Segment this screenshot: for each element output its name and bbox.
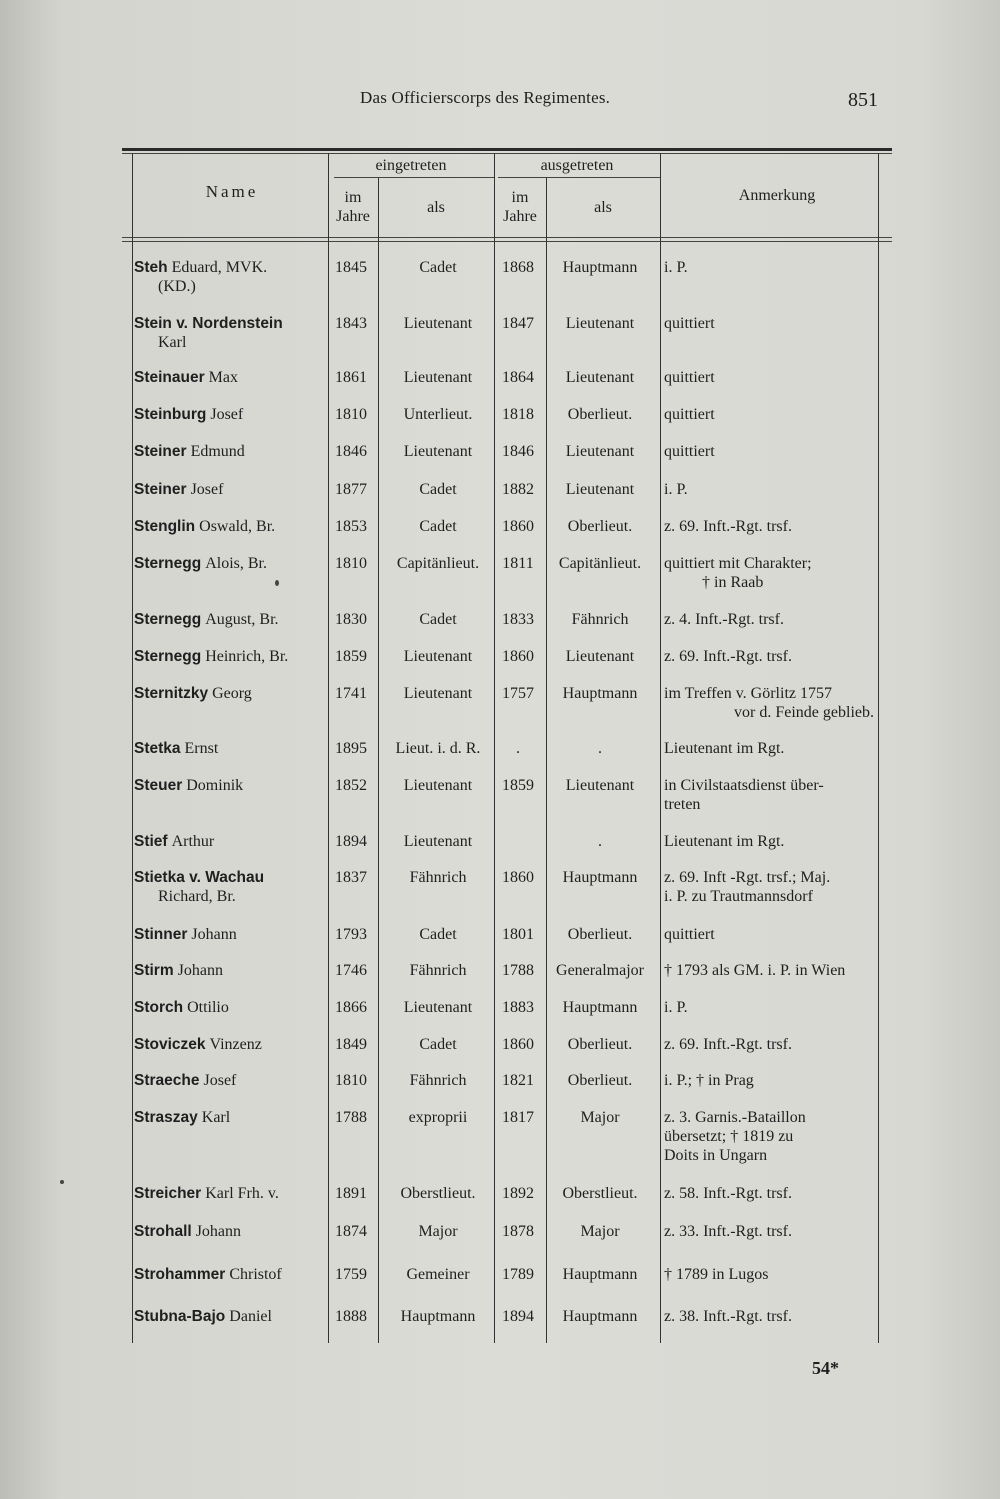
- name-line: [134, 998, 324, 1017]
- entry-rank: Lieutenant: [403, 685, 473, 702]
- surname: Stinner: [134, 926, 188, 943]
- exit-rank: Generalmajor: [556, 962, 644, 979]
- given-name: Alois, Br.: [205, 555, 267, 572]
- entry-rank: Lieut. i. d. R.: [395, 740, 481, 757]
- given-name: Arthur: [171, 833, 215, 850]
- remark: [664, 1265, 874, 1284]
- remark-line: i. P.: [664, 259, 688, 276]
- exit-rank: Oberlieut.: [567, 518, 633, 535]
- exit-year: 1894: [502, 1308, 534, 1325]
- entry-rank: Lieutenant: [403, 833, 473, 850]
- exit-rank: Oberlieut.: [567, 926, 633, 943]
- remark-line: im Treffen v. Görlitz 1757: [664, 685, 832, 702]
- officer-name: [134, 517, 324, 536]
- header-im: im: [344, 189, 362, 206]
- officer-name: [134, 684, 324, 703]
- entry-rank: Cadet: [419, 611, 457, 628]
- exit-year: 1817: [502, 1109, 534, 1126]
- officer-name: [134, 554, 324, 573]
- exit-year: 1860: [502, 1036, 534, 1053]
- remark-line: Lieutenant im Rgt.: [664, 833, 785, 850]
- given-name: Christof: [229, 1266, 282, 1283]
- remark: [664, 610, 874, 629]
- given-name: Daniel: [229, 1308, 272, 1325]
- remark: [664, 554, 874, 592]
- exit-year: 1892: [502, 1185, 534, 1202]
- entry-rank: Oberstlieut.: [400, 1185, 476, 1202]
- name-line: [134, 1222, 324, 1241]
- remark: [664, 368, 874, 387]
- officer-name: [134, 1035, 324, 1054]
- entry-year: 1859: [335, 648, 367, 665]
- name-line: [134, 368, 324, 387]
- exit-rank: Oberlieut.: [567, 1072, 633, 1089]
- exit-rank: Oberstlieut.: [562, 1185, 638, 1202]
- eingetreten-group-rule: [334, 177, 494, 178]
- exit-rank: .: [598, 740, 602, 757]
- remark: [664, 517, 874, 536]
- remark: [664, 1035, 874, 1054]
- officer-name: [134, 1265, 324, 1284]
- officer-name: [134, 647, 324, 666]
- officer-name: [134, 258, 324, 296]
- surname: Steuer: [134, 777, 183, 794]
- header-bottom-rule: [122, 237, 892, 238]
- column-divider: [378, 178, 379, 1343]
- header-im: im: [511, 189, 529, 206]
- name-line: [134, 405, 324, 424]
- exit-year: 1878: [502, 1223, 534, 1240]
- remark: [664, 776, 874, 814]
- name-line: [134, 776, 324, 795]
- entry-rank: Cadet: [419, 518, 457, 535]
- entry-year: 1846: [335, 443, 367, 460]
- given-name: August, Br.: [205, 611, 279, 628]
- given-name: Vinzenz: [209, 1036, 262, 1053]
- officer-name: [134, 314, 324, 352]
- entry-rank: exproprii: [408, 1109, 468, 1126]
- remark-line: treten: [664, 796, 701, 813]
- given-name: Max: [208, 369, 238, 386]
- officer-name: [134, 925, 324, 944]
- entry-year: 1810: [335, 1072, 367, 1089]
- remark: [664, 314, 874, 333]
- entry-year: 1877: [335, 481, 367, 498]
- surname: Stief: [134, 833, 168, 850]
- remark-line: † 1789 in Lugos: [664, 1266, 769, 1283]
- exit-year: 1789: [502, 1266, 534, 1283]
- exit-rank: Hauptmann: [562, 1266, 638, 1283]
- surname: Steiner: [134, 481, 187, 498]
- entry-rank: Unterlieut.: [403, 406, 473, 423]
- table-top-rule-thin: [122, 153, 892, 154]
- remark: [664, 961, 874, 980]
- entry-rank: Cadet: [419, 481, 457, 498]
- given-name: Edmund: [190, 443, 245, 460]
- remark-line: i. P.: [664, 481, 688, 498]
- remark-line: übersetzt; † 1819 zu: [664, 1128, 794, 1145]
- officer-name: [134, 610, 324, 629]
- remark-line: z. 4. Inft.-Rgt. trsf.: [664, 611, 784, 628]
- remark-line: quittiert: [664, 406, 715, 423]
- header-bottom-rule-double: [122, 241, 892, 242]
- entry-year: 1894: [335, 833, 367, 850]
- signature-mark: 54*: [812, 1358, 839, 1378]
- given-name: Josef: [203, 1072, 237, 1089]
- given-name: Georg: [212, 685, 252, 702]
- remark-line: † in Raab: [702, 574, 764, 591]
- officer-name: [134, 368, 324, 387]
- entry-year: 1852: [335, 777, 367, 794]
- entry-year: 1853: [335, 518, 367, 535]
- remark-line: Lieutenant im Rgt.: [664, 740, 785, 757]
- entry-rank: Major: [418, 1223, 458, 1240]
- remark: [664, 647, 874, 666]
- officer-table: [122, 148, 892, 1343]
- surname: Stietka v. Wachau: [134, 869, 265, 886]
- entry-rank: Lieutenant: [403, 648, 473, 665]
- remark: [664, 1184, 874, 1203]
- officer-name: [134, 442, 324, 461]
- entry-year: 1845: [335, 259, 367, 276]
- running-title: Das Officierscorps des Regimentes.: [360, 88, 611, 107]
- entry-year: 1861: [335, 369, 367, 386]
- surname: Stetka: [134, 740, 181, 757]
- name-line: [134, 868, 324, 887]
- column-divider: [132, 153, 133, 1343]
- name-line: [134, 961, 324, 980]
- remark: [664, 1071, 874, 1090]
- officer-name: [134, 1307, 324, 1326]
- header-eingetreten: eingetreten: [375, 157, 447, 174]
- name-line: [134, 517, 324, 536]
- surname: Stirm: [134, 962, 174, 979]
- entry-rank: Lieutenant: [403, 443, 473, 460]
- remark: [664, 480, 874, 499]
- entry-year: 1874: [335, 1223, 367, 1240]
- given-name: Johann: [195, 1223, 242, 1240]
- name-line: [134, 554, 324, 573]
- exit-year: 1882: [502, 481, 534, 498]
- remark: [664, 684, 874, 722]
- officer-name: [134, 1071, 324, 1090]
- entry-rank: Lieutenant: [403, 999, 473, 1016]
- name-line: [134, 1071, 324, 1090]
- exit-rank: Lieutenant: [565, 315, 635, 332]
- entry-year: 1888: [335, 1308, 367, 1325]
- remark: [664, 1108, 874, 1165]
- entry-year: 1759: [335, 1266, 367, 1283]
- surname: Straeche: [134, 1072, 200, 1089]
- officer-name: [134, 1108, 324, 1127]
- entry-year: 1895: [335, 740, 367, 757]
- surname: Stoviczek: [134, 1036, 206, 1053]
- name-line: [134, 832, 324, 851]
- surname: Sternitzky: [134, 685, 209, 702]
- exit-year: .: [516, 740, 520, 757]
- surname: Steiner: [134, 443, 187, 460]
- surname: Steinburg: [134, 406, 207, 423]
- column-divider: [878, 153, 879, 1343]
- remark: [664, 405, 874, 424]
- ink-speck: [275, 580, 279, 586]
- surname: Sternegg: [134, 648, 202, 665]
- remark-line: z. 3. Garnis.-Bataillon: [664, 1109, 806, 1126]
- exit-year: 1846: [502, 443, 534, 460]
- entry-year: 1746: [335, 962, 367, 979]
- exit-year: 1860: [502, 648, 534, 665]
- entry-rank: Lieutenant: [403, 777, 473, 794]
- given-name-continued: Karl: [158, 334, 187, 351]
- name-line: [134, 610, 324, 629]
- exit-rank: Hauptmann: [562, 259, 638, 276]
- exit-year: 1868: [502, 259, 534, 276]
- exit-year: 1860: [502, 518, 534, 535]
- remark: [664, 832, 874, 851]
- header-im-jahre-1: [328, 188, 378, 226]
- name-line: [134, 925, 324, 944]
- remark-line: i. P.: [664, 999, 688, 1016]
- officer-name: [134, 405, 324, 424]
- exit-year: 1859: [502, 777, 534, 794]
- surname: Steinauer: [134, 369, 205, 386]
- remark-line: z. 69. Inft.-Rgt. trsf.: [664, 1036, 792, 1053]
- exit-rank: Lieutenant: [565, 777, 635, 794]
- entry-rank: Hauptmann: [400, 1308, 476, 1325]
- exit-rank: Lieutenant: [565, 369, 635, 386]
- name-line: [134, 1108, 324, 1127]
- given-name: Ernst: [184, 740, 219, 757]
- name-line: [134, 739, 324, 758]
- exit-rank: Hauptmann: [562, 999, 638, 1016]
- remark: [664, 998, 874, 1017]
- ink-speck: [60, 1180, 64, 1184]
- given-name: Heinrich, Br.: [205, 648, 289, 665]
- name-line: [134, 647, 324, 666]
- table-top-rule: [122, 148, 892, 151]
- remark-line: quittiert: [664, 443, 715, 460]
- exit-rank: .: [598, 833, 602, 850]
- exit-year: 1833: [502, 611, 534, 628]
- surname: Stein v. Nordenstein: [134, 315, 283, 332]
- remark-line: quittiert: [664, 926, 715, 943]
- name-line: [134, 1184, 324, 1203]
- exit-rank: Capitänlieut.: [558, 555, 642, 572]
- entry-year: 1810: [335, 555, 367, 572]
- officer-name: [134, 961, 324, 980]
- surname: Storch: [134, 999, 184, 1016]
- name-line: [134, 442, 324, 461]
- remark-line: z. 33. Inft.-Rgt. trsf.: [664, 1223, 792, 1240]
- officer-name: [134, 1222, 324, 1241]
- exit-year: 1818: [502, 406, 534, 423]
- exit-year: 1883: [502, 999, 534, 1016]
- given-name: Johann: [191, 926, 237, 943]
- entry-rank: Cadet: [419, 926, 457, 943]
- exit-rank: Oberlieut.: [567, 406, 633, 423]
- name-line: [134, 258, 324, 277]
- surname: Strohall: [134, 1223, 192, 1240]
- given-name: Eduard, MVK.: [171, 259, 268, 276]
- entry-year: 1849: [335, 1036, 367, 1053]
- entry-rank: Capitänlieut.: [396, 555, 480, 572]
- remark-line: z. 58. Inft.-Rgt. trsf.: [664, 1185, 792, 1202]
- given-name-continued: Richard, Br.: [158, 888, 236, 905]
- surname: Straszay: [134, 1109, 198, 1126]
- given-name: Ottilio: [187, 999, 229, 1016]
- exit-rank: Hauptmann: [562, 1308, 638, 1325]
- entry-year: 1788: [335, 1109, 367, 1126]
- column-divider: [660, 153, 661, 1343]
- remark-line: quittiert mit Charakter;: [664, 555, 812, 572]
- surname: Streicher: [134, 1185, 202, 1202]
- exit-year: 1821: [502, 1072, 534, 1089]
- entry-rank: Lieutenant: [403, 315, 473, 332]
- name-line: [134, 684, 324, 703]
- entry-year: 1793: [335, 926, 367, 943]
- given-name: Josef: [190, 481, 224, 498]
- exit-year: 1757: [502, 685, 534, 702]
- officer-name: [134, 832, 324, 851]
- remark-line: † 1793 als GM. i. P. in Wien: [664, 962, 846, 979]
- entry-year: 1830: [335, 611, 367, 628]
- name-line: [134, 314, 324, 333]
- remark: [664, 739, 874, 758]
- exit-rank: Fähnrich: [571, 611, 629, 628]
- remark-line: i. P.; † in Prag: [664, 1072, 754, 1089]
- officer-name: [134, 480, 324, 499]
- column-divider: [546, 178, 547, 1343]
- exit-year: 1801: [502, 926, 534, 943]
- officer-name: [134, 1184, 324, 1203]
- entry-year: 1837: [335, 869, 367, 886]
- surname: Sternegg: [134, 555, 202, 572]
- page-number: 851: [848, 89, 878, 111]
- surname: Stubna-Bajo: [134, 1308, 226, 1325]
- exit-year: 1788: [502, 962, 534, 979]
- header-jahre: Jahre: [503, 208, 537, 225]
- exit-year: 1847: [502, 315, 534, 332]
- remark: [664, 442, 874, 461]
- header-ausgetreten: ausgetreten: [540, 157, 614, 174]
- remark-line: quittiert: [664, 369, 715, 386]
- entry-rank: Gemeiner: [406, 1266, 470, 1283]
- given-name-continued: (KD.): [158, 278, 196, 295]
- entry-year: 1810: [335, 406, 367, 423]
- header-jahre: Jahre: [336, 208, 370, 225]
- header-anmerkung: Anmerkung: [738, 187, 816, 204]
- exit-rank: Major: [580, 1223, 620, 1240]
- surname: Strohammer: [134, 1266, 226, 1283]
- exit-rank: Lieutenant: [565, 481, 635, 498]
- exit-year: 1864: [502, 369, 534, 386]
- entry-rank: Cadet: [419, 1036, 457, 1053]
- entry-rank: Lieutenant: [403, 369, 473, 386]
- exit-rank: Lieutenant: [565, 443, 635, 460]
- officer-name: [134, 739, 324, 758]
- surname: Stenglin: [134, 518, 196, 535]
- exit-rank: Hauptmann: [562, 685, 638, 702]
- name-line: [134, 1265, 324, 1284]
- officer-name: [134, 868, 324, 906]
- ausgetreten-group-rule: [498, 177, 660, 178]
- given-name: Oswald, Br.: [199, 518, 276, 535]
- remark: [664, 1307, 874, 1326]
- entry-rank: Cadet: [419, 259, 457, 276]
- exit-rank: Oberlieut.: [567, 1036, 633, 1053]
- name-line: [134, 1035, 324, 1054]
- header-im-jahre-2: [494, 188, 546, 226]
- exit-rank: Hauptmann: [562, 869, 638, 886]
- header-name: Name: [205, 182, 259, 201]
- remark-line: in Civilstaatsdienst über-: [664, 777, 824, 794]
- given-name: Karl: [201, 1109, 231, 1126]
- surname: Sternegg: [134, 611, 202, 628]
- given-name: Josef: [210, 406, 244, 423]
- header-als-2: als: [594, 199, 612, 216]
- exit-year: 1811: [502, 555, 534, 572]
- entry-year: 1891: [335, 1185, 367, 1202]
- remark-line: z. 69. Inft.-Rgt. trsf.: [664, 648, 792, 665]
- exit-rank: Lieutenant: [565, 648, 635, 665]
- header-als-1: als: [427, 199, 445, 216]
- remark-line: z. 38. Inft.-Rgt. trsf.: [664, 1308, 792, 1325]
- remark-line: z. 69. Inft -Rgt. trsf.; Maj.: [664, 869, 831, 886]
- remark: [664, 925, 874, 944]
- remark-line: Doits in Ungarn: [664, 1147, 768, 1164]
- entry-year: 1741: [335, 685, 367, 702]
- remark-line: quittiert: [664, 315, 715, 332]
- remark: [664, 868, 874, 906]
- remark-line: i. P. zu Trautmannsdorf: [664, 888, 813, 905]
- given-name: Karl Frh. v.: [205, 1185, 279, 1202]
- entry-year: 1866: [335, 999, 367, 1016]
- officer-name: [134, 998, 324, 1017]
- entry-rank: Fähnrich: [409, 869, 467, 886]
- officer-name: [134, 776, 324, 795]
- given-name: Dominik: [186, 777, 244, 794]
- remark-line: vor d. Feinde geblieb.: [734, 704, 874, 721]
- given-name: Johann: [177, 962, 223, 979]
- exit-year: 1860: [502, 869, 534, 886]
- exit-rank: Major: [580, 1109, 620, 1126]
- entry-year: 1843: [335, 315, 367, 332]
- surname: Steh: [134, 259, 168, 276]
- entry-rank: Fähnrich: [409, 1072, 467, 1089]
- name-line: [134, 480, 324, 499]
- remark: [664, 1222, 874, 1241]
- name-line: [134, 1307, 324, 1326]
- entry-rank: Fähnrich: [409, 962, 467, 979]
- remark-line: z. 69. Inft.-Rgt. trsf.: [664, 518, 792, 535]
- remark: [664, 258, 874, 277]
